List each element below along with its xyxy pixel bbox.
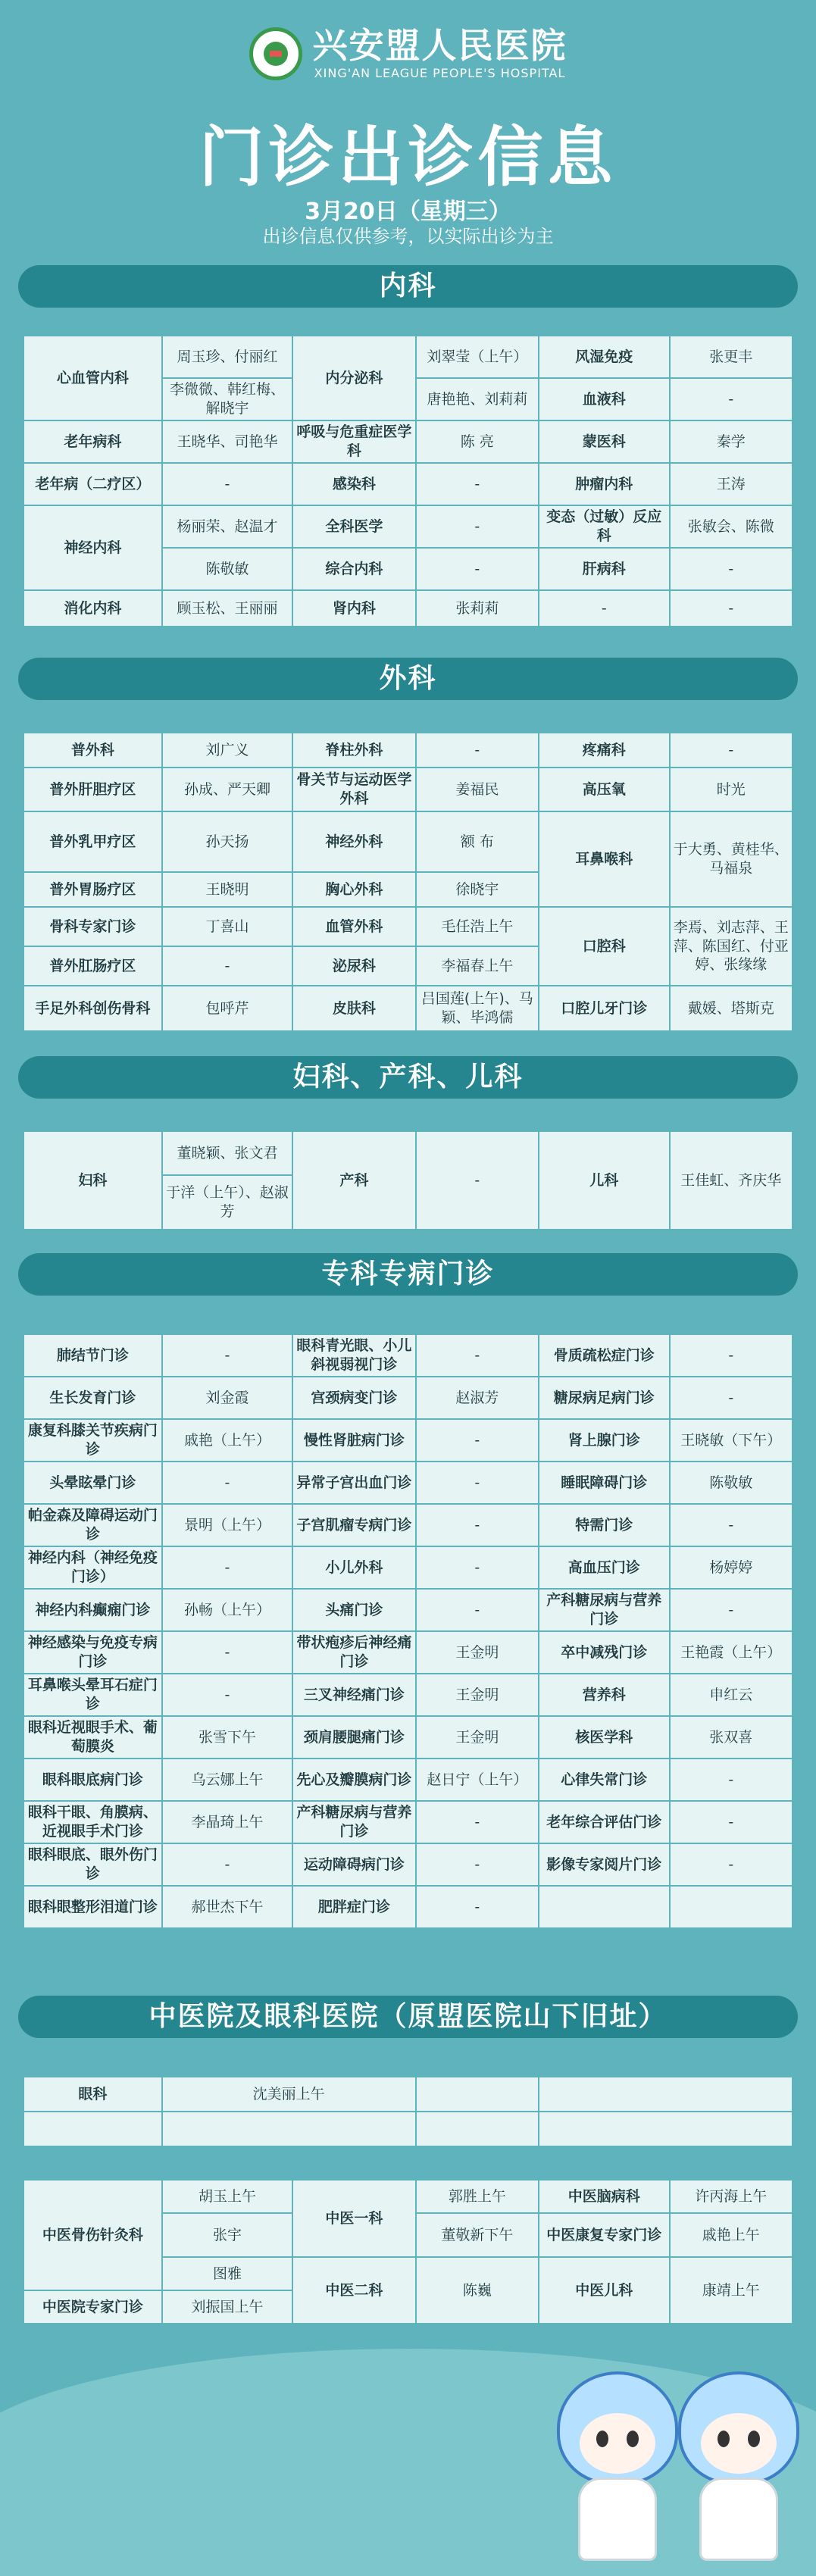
doctor-cell: 毛任浩上午 [416, 907, 539, 946]
table-row [23, 2077, 793, 2112]
dept-cell: 生长发育门诊 [23, 1377, 162, 1419]
dept-cell: 运动障碍病门诊 [292, 1843, 415, 1886]
table-row [23, 336, 793, 378]
table-row [23, 1462, 793, 1504]
table-row [23, 811, 793, 872]
dept-cell: 高血压门诊 [539, 1546, 670, 1589]
doctor-cell: - [416, 1419, 539, 1462]
table-row [23, 907, 793, 946]
doctor-cell: 许丙海上午 [670, 2180, 793, 2213]
dept-cell: 中医儿科 [539, 2257, 670, 2324]
dept-cell: 头晕眩晕门诊 [23, 1462, 162, 1504]
doctor-cell: 张敏会、陈微 [670, 505, 793, 548]
doctor-cell: 孙畅（上午） [162, 1589, 293, 1631]
table-waike [23, 732, 793, 1032]
doctor-cell: 郭胜上午 [416, 2180, 539, 2213]
doctor-cell: 赵淑芳 [416, 1377, 539, 1419]
doctor-cell: 董晓颖、张文君 [162, 1131, 293, 1175]
doctor-cell: 于洋（上午）、赵淑芳 [162, 1175, 293, 1230]
dept-cell: 中医一科 [292, 2180, 415, 2257]
doctor-cell: 张双喜 [670, 1716, 793, 1758]
dept-cell: 口腔科 [539, 907, 670, 986]
dept-cell: 血管外科 [292, 907, 415, 946]
dept-cell: 睡眠障碍门诊 [539, 1462, 670, 1504]
empty-cell [539, 2112, 793, 2146]
doctor-cell: - [162, 1843, 293, 1886]
doctor-cell: - [670, 733, 793, 767]
dept-cell: 消化内科 [23, 590, 162, 627]
mascot-nurse-icon [678, 2371, 799, 2568]
dept-cell: 肥胖症门诊 [292, 1886, 415, 1928]
doctor-cell: 王涛 [670, 463, 793, 505]
doctor-cell: - [670, 590, 793, 627]
dept-cell: 手足外科创伤骨科 [23, 986, 162, 1031]
doctor-cell: 王晓华、司艳华 [162, 420, 293, 463]
dept-cell: 泌尿科 [292, 946, 415, 986]
doctor-cell: - [416, 1589, 539, 1631]
table-zhuanke [23, 1333, 793, 1929]
doctor-cell: 顾玉松、王丽丽 [162, 590, 293, 627]
dept-cell: 皮肤科 [292, 986, 415, 1031]
doctor-cell: - [416, 1886, 539, 1928]
section-title: 内科 [18, 265, 798, 308]
dept-cell: 普外肝胆疗区 [23, 767, 162, 811]
empty-cell [162, 2112, 416, 2146]
dept-cell: 普外乳甲疗区 [23, 811, 162, 872]
dept-cell: 肾上腺门诊 [539, 1419, 670, 1462]
doctor-cell: - [670, 1377, 793, 1419]
doctor-cell: 董敬新下午 [416, 2213, 539, 2257]
doctor-cell: 刘金霞 [162, 1377, 293, 1419]
table-row [23, 1504, 793, 1546]
dept-cell: 中医脑病科 [539, 2180, 670, 2213]
dept-cell: 产科糖尿病与营养门诊 [539, 1589, 670, 1631]
doctor-cell: - [162, 1462, 293, 1504]
dept-cell: 肝病科 [539, 548, 670, 590]
table-row [23, 463, 793, 505]
hospital-logo-icon [249, 27, 302, 80]
table-row [23, 420, 793, 463]
doctor-cell: 胡玉上午 [162, 2180, 293, 2213]
doctor-cell: 吕国莲(上午)、马颖、毕鸿儒 [416, 986, 539, 1031]
table-row [23, 1886, 793, 1928]
dept-cell: 神经外科 [292, 811, 415, 872]
mascot-doctor-icon [557, 2371, 678, 2568]
dept-cell: 普外肛肠疗区 [23, 946, 162, 986]
doctor-cell: - [416, 1131, 539, 1230]
doctor-cell: 丁喜山 [162, 907, 293, 946]
doctor-cell: 景明（上午） [162, 1504, 293, 1546]
table-row [23, 1843, 793, 1886]
section-neike [18, 265, 798, 308]
table-row [23, 1419, 793, 1462]
doctor-cell: 李焉、刘志萍、王萍、陈国红、付亚婷、张缘缘 [670, 907, 793, 986]
dept-cell: 神经感染与免疫专病门诊 [23, 1631, 162, 1674]
dept-cell: 高压氧 [539, 767, 670, 811]
table-row [23, 505, 793, 548]
dept-cell: 眼科眼底、眼外伤门诊 [23, 1843, 162, 1886]
dept-cell: 帕金森及障碍运动门诊 [23, 1504, 162, 1546]
doctor-cell: - [670, 378, 793, 420]
doctor-cell: 王佳虹、齐庆华 [670, 1131, 793, 1230]
dept-cell: 综合内科 [292, 548, 415, 590]
empty-cell [416, 2112, 539, 2146]
dept-cell: 呼吸与危重症医学科 [292, 420, 415, 463]
dept-cell: 眼科干眼、角膜病、近视眼手术门诊 [23, 1801, 162, 1843]
dept-cell: 颈肩腰腿痛门诊 [292, 1716, 415, 1758]
dept-cell: 特需门诊 [539, 1504, 670, 1546]
doctor-cell: 姜福民 [416, 767, 539, 811]
dept-cell: 感染科 [292, 463, 415, 505]
section-zhuanke [18, 1253, 798, 1296]
doctor-cell: - [416, 1334, 539, 1377]
doctor-cell: 王金明 [416, 1716, 539, 1758]
dept-cell: 产科 [292, 1131, 415, 1230]
dept-cell: 脊柱外科 [292, 733, 415, 767]
doctor-cell: 王晓明 [162, 872, 293, 907]
page-title: 门诊出诊信息 [199, 120, 617, 195]
table-row [23, 1131, 793, 1175]
doctor-cell: 周玉珍、付丽红 [162, 336, 293, 378]
dept-cell: 儿科 [539, 1131, 670, 1230]
doctor-cell: 图雅 [162, 2257, 293, 2290]
dept-cell: 心血管内科 [23, 336, 162, 420]
dept-cell: 疼痛科 [539, 733, 670, 767]
doctor-cell: 杨婷婷 [670, 1546, 793, 1589]
doctor-cell: 申红云 [670, 1674, 793, 1716]
dept-cell [416, 2077, 539, 2112]
dept-cell: 小儿外科 [292, 1546, 415, 1589]
doctor-cell: - [416, 1801, 539, 1843]
doctor-cell: 戚艳上午 [670, 2213, 793, 2257]
section-zhongyi [18, 1996, 798, 2038]
dept-cell: 宫颈病变门诊 [292, 1377, 415, 1419]
page-header [0, 0, 816, 258]
doctor-cell: 陈巍 [416, 2257, 539, 2324]
table-neike [23, 335, 793, 627]
doctor-cell: - [162, 1334, 293, 1377]
doctor-cell: - [670, 1843, 793, 1886]
doctor-cell: - [416, 733, 539, 767]
doctor-cell: 乌云娜上午 [162, 1758, 293, 1801]
doctor-cell: - [416, 505, 539, 548]
dept-cell: 普外科 [23, 733, 162, 767]
doctor-cell: 戚艳（上午） [162, 1419, 293, 1462]
doctor-cell: - [162, 946, 293, 986]
hospital-english-name: XING'AN LEAGUE PEOPLE'S HOSPITAL [314, 65, 566, 80]
schedule-date: 3月20日（星期三） [305, 199, 511, 225]
doctor-cell: 王金明 [416, 1631, 539, 1674]
doctor-cell [539, 2077, 793, 2112]
doctor-cell: - [416, 1546, 539, 1589]
doctor-cell: 戴媛、塔斯克 [670, 986, 793, 1031]
table-row [23, 1546, 793, 1589]
dept-cell: 老年病（二疗区） [23, 463, 162, 505]
doctor-cell: 张宇 [162, 2213, 293, 2257]
doctor-cell: 王金明 [416, 1674, 539, 1716]
table-row [23, 1334, 793, 1377]
doctor-cell: - [416, 548, 539, 590]
dept-cell: 眼科 [23, 2077, 162, 2112]
dept-cell: 慢性肾脏病门诊 [292, 1419, 415, 1462]
doctor-cell: 额 布 [416, 811, 539, 872]
doctor-cell [670, 1886, 793, 1928]
doctor-cell: 孙天扬 [162, 811, 293, 872]
dept-cell: 妇科 [23, 1131, 162, 1230]
doctor-cell: 王晓敏（下午） [670, 1419, 793, 1462]
dept-cell: 糖尿病足病门诊 [539, 1377, 670, 1419]
dept-cell: 肺结节门诊 [23, 1334, 162, 1377]
doctor-cell: - [670, 1334, 793, 1377]
doctor-cell: 时光 [670, 767, 793, 811]
section-title: 专科专病门诊 [18, 1253, 798, 1296]
table-row [23, 1758, 793, 1801]
dept-cell: 异常子宫出血门诊 [292, 1462, 415, 1504]
dept-cell: 子宫肌瘤专病门诊 [292, 1504, 415, 1546]
dept-cell: 先心及瓣膜病门诊 [292, 1758, 415, 1801]
schedule-note: 出诊信息仅供参考，以实际出诊为主 [262, 226, 554, 247]
doctor-cell: 李福春上午 [416, 946, 539, 986]
doctor-cell: - [416, 1843, 539, 1886]
doctor-cell: - [670, 1801, 793, 1843]
doctor-cell: - [162, 1631, 293, 1674]
doctor-cell: 徐晓宇 [416, 872, 539, 907]
dept-cell: 口腔儿牙门诊 [539, 986, 670, 1031]
doctor-cell: 于大勇、黄桂华、马福泉 [670, 811, 793, 907]
doctor-cell: - [670, 1504, 793, 1546]
dept-cell: 中医院专家门诊 [23, 2290, 162, 2324]
doctor-cell: 陈 亮 [416, 420, 539, 463]
dept-cell: 内分泌科 [292, 336, 415, 420]
empty-cell [23, 2112, 162, 2146]
doctor-cell: 孙成、严天卿 [162, 767, 293, 811]
doctor-cell: 王艳霞（上午） [670, 1631, 793, 1674]
dept-cell: 普外胃肠疗区 [23, 872, 162, 907]
dept-cell: 影像专家阅片门诊 [539, 1843, 670, 1886]
table-row [23, 733, 793, 767]
dept-cell: 耳鼻喉科 [539, 811, 670, 907]
doctor-cell: - [416, 1462, 539, 1504]
dept-cell: 耳鼻喉头晕耳石症门诊 [23, 1674, 162, 1716]
dept-cell: 中医二科 [292, 2257, 415, 2324]
section-title: 妇科、产科、儿科 [18, 1056, 798, 1099]
dept-cell: 营养科 [539, 1674, 670, 1716]
doctor-cell: 赵日宁（上午） [416, 1758, 539, 1801]
dept-cell: 心律失常门诊 [539, 1758, 670, 1801]
dept-cell: 变态（过敏）反应科 [539, 505, 670, 548]
doctor-cell: 李晶琦上午 [162, 1801, 293, 1843]
dept-cell: 眼科眼底病门诊 [23, 1758, 162, 1801]
doctor-cell: 康靖上午 [670, 2257, 793, 2324]
section-title: 中医院及眼科医院（原盟医院山下旧址） [18, 1996, 798, 2038]
dept-cell: 眼科眼整形泪道门诊 [23, 1886, 162, 1928]
doctor-cell: 刘翠莹（上午） [416, 336, 539, 378]
dept-cell: 胸心外科 [292, 872, 415, 907]
table-row [23, 1631, 793, 1674]
dept-cell: 中医骨伤针灸科 [23, 2180, 162, 2290]
dept-cell [539, 1886, 670, 1928]
doctor-cell: 张莉莉 [416, 590, 539, 627]
table-row [23, 2180, 793, 2213]
dept-cell: 风湿免疫 [539, 336, 670, 378]
dept-cell: 三叉神经痛门诊 [292, 1674, 415, 1716]
table-row [23, 1801, 793, 1843]
table-row [23, 2112, 793, 2146]
doctor-cell: 杨丽荣、赵温才 [162, 505, 293, 548]
dept-cell: 肿瘤内科 [539, 463, 670, 505]
table-row [23, 986, 793, 1031]
dept-cell: 骨关节与运动医学外科 [292, 767, 415, 811]
doctor-cell: - [416, 1504, 539, 1546]
dept-cell: 卒中减残门诊 [539, 1631, 670, 1674]
dept-cell: - [539, 590, 670, 627]
doctor-cell: - [162, 463, 293, 505]
doctor-cell: 包呼芹 [162, 986, 293, 1031]
dept-cell: 带状疱疹后神经痛门诊 [292, 1631, 415, 1674]
table-row [23, 1377, 793, 1419]
doctor-cell: 唐艳艳、刘莉莉 [416, 378, 539, 420]
dept-cell: 神经内科癫痫门诊 [23, 1589, 162, 1631]
section-fuke [18, 1056, 798, 1099]
table-row [23, 1674, 793, 1716]
doctor-cell: - [670, 1758, 793, 1801]
doctor-cell: 沈美丽上午 [162, 2077, 416, 2112]
dept-cell: 老年综合评估门诊 [539, 1801, 670, 1843]
doctor-cell: 刘广义 [162, 733, 293, 767]
doctor-cell: 李微微、韩红梅、解晓宇 [162, 378, 293, 420]
doctor-cell: 陈敬敏 [670, 1462, 793, 1504]
hospital-name: 兴安盟人民医院 [312, 24, 567, 66]
dept-cell: 老年病科 [23, 420, 162, 463]
doctor-cell: - [416, 463, 539, 505]
doctor-cell: - [670, 1589, 793, 1631]
dept-cell: 神经内科（神经免疫门诊） [23, 1546, 162, 1589]
table-row [23, 767, 793, 811]
table-zhongyi-eye [23, 2076, 793, 2147]
dept-cell: 中医康复专家门诊 [539, 2213, 670, 2257]
section-title: 外科 [18, 658, 798, 700]
doctor-cell: - [670, 548, 793, 590]
dept-cell: 血液科 [539, 378, 670, 420]
table-row [23, 1589, 793, 1631]
doctor-cell: 刘振国上午 [162, 2290, 293, 2324]
hospital-brand [0, 24, 816, 80]
dept-cell: 神经内科 [23, 505, 162, 590]
dept-cell: 眼科青光眼、小儿斜视弱视门诊 [292, 1334, 415, 1377]
dept-cell: 骨质疏松症门诊 [539, 1334, 670, 1377]
dept-cell: 肾内科 [292, 590, 415, 627]
dept-cell: 产科糖尿病与营养门诊 [292, 1801, 415, 1843]
dept-cell: 康复科膝关节疾病门诊 [23, 1419, 162, 1462]
doctor-cell: 秦学 [670, 420, 793, 463]
table-fuke [23, 1130, 793, 1230]
dept-cell: 全科医学 [292, 505, 415, 548]
table-row [23, 1716, 793, 1758]
dept-cell: 骨科专家门诊 [23, 907, 162, 946]
doctor-cell: 张雪下午 [162, 1716, 293, 1758]
doctor-cell: - [162, 1674, 293, 1716]
doctor-cell: 陈敬敏 [162, 548, 293, 590]
doctor-cell: 张更丰 [670, 336, 793, 378]
doctor-cell: 郝世杰下午 [162, 1886, 293, 1928]
table-row [23, 590, 793, 627]
dept-cell: 蒙医科 [539, 420, 670, 463]
dept-cell: 头痛门诊 [292, 1589, 415, 1631]
dept-cell: 眼科近视眼手术、葡萄膜炎 [23, 1716, 162, 1758]
dept-cell: 核医学科 [539, 1716, 670, 1758]
footer-decoration [0, 2281, 816, 2576]
section-waike [18, 658, 798, 700]
doctor-cell: - [162, 1546, 293, 1589]
